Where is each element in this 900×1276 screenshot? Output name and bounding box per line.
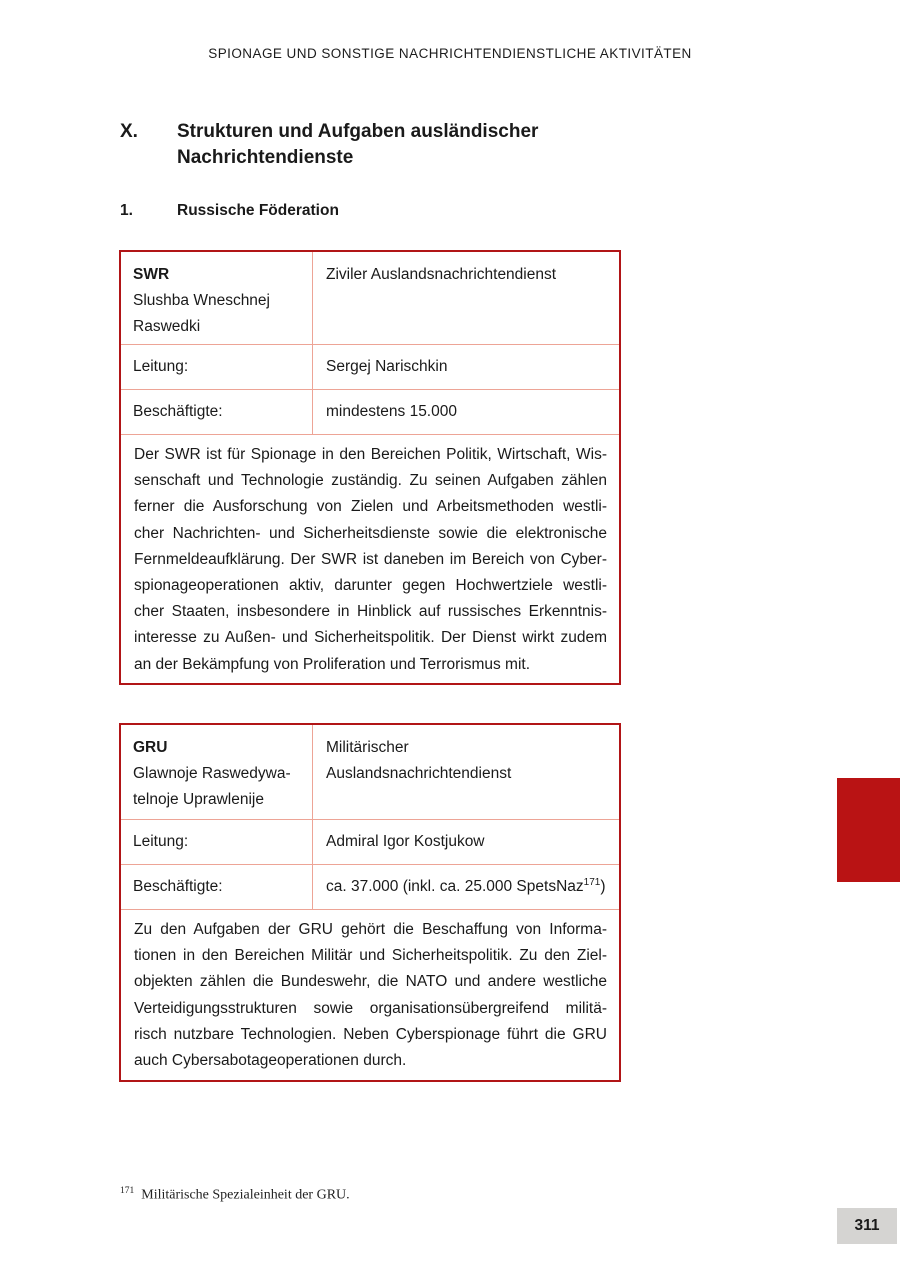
gru-beschaeftigte-value <box>313 865 619 909</box>
gru-type-line: Auslandsnachrichtendienst <box>326 765 512 782</box>
footnote-marker: 171 <box>120 1186 135 1196</box>
swr-description-line: ferner die Ausforschung von Zielen und Arbeitsmethoden westli- <box>134 498 607 516</box>
gru-description-line: auch Cybersabotageoperationen durch. <box>134 1052 407 1070</box>
footnote-text: Militärische Spezialeinheit der GRU. <box>141 1187 350 1203</box>
swr-leitung-label: Leitung: <box>121 345 313 389</box>
gru-header-row <box>121 725 619 820</box>
subsection-heading <box>120 201 640 221</box>
gru-type-line: Militärischer <box>326 739 409 756</box>
gru-beschaeftigte-row <box>121 865 619 910</box>
gru-description-line: Zu den Aufgaben der GRU gehört die Beschaffung von Informa- <box>134 921 607 938</box>
gru-description <box>121 910 619 1074</box>
gru-name-cell <box>121 725 313 819</box>
chapter-heading <box>120 119 640 171</box>
swr-description-line: Fernmeldeaufklärung. Der SWR ist daneben im Bereich von Cyber- <box>134 550 607 568</box>
swr-full-name-line: Slushba Wneschnej <box>133 292 270 309</box>
swr-description-line: interesse zu Außen- und Sicherheitspolitik. Der Dienst wirkt zudem <box>134 629 607 647</box>
chapter-title-line2: Nachrichtendienste <box>177 147 354 168</box>
swr-type-line: Ziviler Auslandsnachrichtendienst <box>326 266 557 283</box>
swr-full-name-line: Raswedki <box>133 318 201 335</box>
gru-full-name-line: telnoje Uprawlenije <box>133 791 264 808</box>
swr-description-line: cher Nachrichten- und Sicherheitsdienste sowie die elektronische <box>134 524 607 542</box>
page-number-badge <box>837 1208 897 1244</box>
swr-description-line: cher Staaten, insbesondere in Hinblick auf russisches Erkenntnis- <box>134 603 607 621</box>
gru-description-line: Verteidigungsstrukturen sowie organisationsübergreifend militä- <box>134 999 607 1017</box>
swr-description-line: Der SWR ist für Spionage in den Bereichen Politik, Wirtschaft, Wis- <box>134 446 607 463</box>
swr-description-line: senschaft und Technologie zuständig. Zu seinen Aufgaben zählen <box>134 472 607 490</box>
chapter-title-line1: Strukturen und Aufgaben ausländischer <box>177 121 539 142</box>
swr-description-line: spionageoperationen aktiv, darunter gegen Hochwertziele westli- <box>134 577 607 595</box>
swr-table <box>119 250 621 685</box>
swr-leitung-value: Sergej Narischkin <box>326 358 448 375</box>
gru-beschaeftigte-value-text: ca. 37.000 (inkl. ca. 25.000 SpetsNaz <box>326 878 584 895</box>
gru-leitung-row <box>121 820 619 865</box>
swr-beschaeftigte-label: Beschäftigte: <box>121 390 313 434</box>
swr-abbr: SWR <box>133 266 170 283</box>
swr-beschaeftigte-value: mindestens 15.000 <box>326 403 457 420</box>
swr-name-cell <box>121 252 313 344</box>
gru-description-line: objekten zählen die Bundeswehr, die NATO und andere westliche <box>134 973 607 991</box>
footnote <box>120 1186 720 1204</box>
chapter-title <box>177 119 538 171</box>
swr-beschaeftigte-row <box>121 390 619 435</box>
gru-type-cell <box>313 725 619 819</box>
gru-full-name-line: Glawnoje Raswedywa- <box>133 765 291 782</box>
chapter-edge-tab <box>837 778 900 882</box>
chapter-number: X. <box>120 121 138 142</box>
gru-description-line: risch nutzbare Technologien. Neben Cyberspionage führt die GRU <box>134 1025 607 1043</box>
gru-table <box>119 723 621 1082</box>
page-number-value: 311 <box>854 1217 880 1234</box>
swr-description-line: an der Bekämpfung von Proliferation und Terrorismus mit. <box>134 655 531 673</box>
swr-leitung-row <box>121 345 619 390</box>
swr-header-row <box>121 252 619 345</box>
gru-abbr: GRU <box>133 739 168 756</box>
swr-type-cell <box>313 252 619 344</box>
gru-leitung-value: Admiral Igor Kostjukow <box>326 833 485 850</box>
footnote-reference: 171 <box>583 876 601 888</box>
gru-description-line: tionen in den Bereichen Militär und Sicherheitspolitik. Zu den Ziel- <box>134 947 607 965</box>
swr-description <box>121 435 619 678</box>
gru-beschaeftigte-value-suffix: ) <box>600 878 606 895</box>
gru-beschaeftigte-label: Beschäftigte: <box>121 865 313 909</box>
gru-leitung-label: Leitung: <box>121 820 313 864</box>
subsection-number: 1. <box>120 202 133 219</box>
running-header: SPIONAGE UND SONSTIGE NACHRICHTENDIENSTLICHE AKTIVITÄTEN <box>208 46 692 61</box>
subsection-title: Russische Föderation <box>177 202 339 219</box>
